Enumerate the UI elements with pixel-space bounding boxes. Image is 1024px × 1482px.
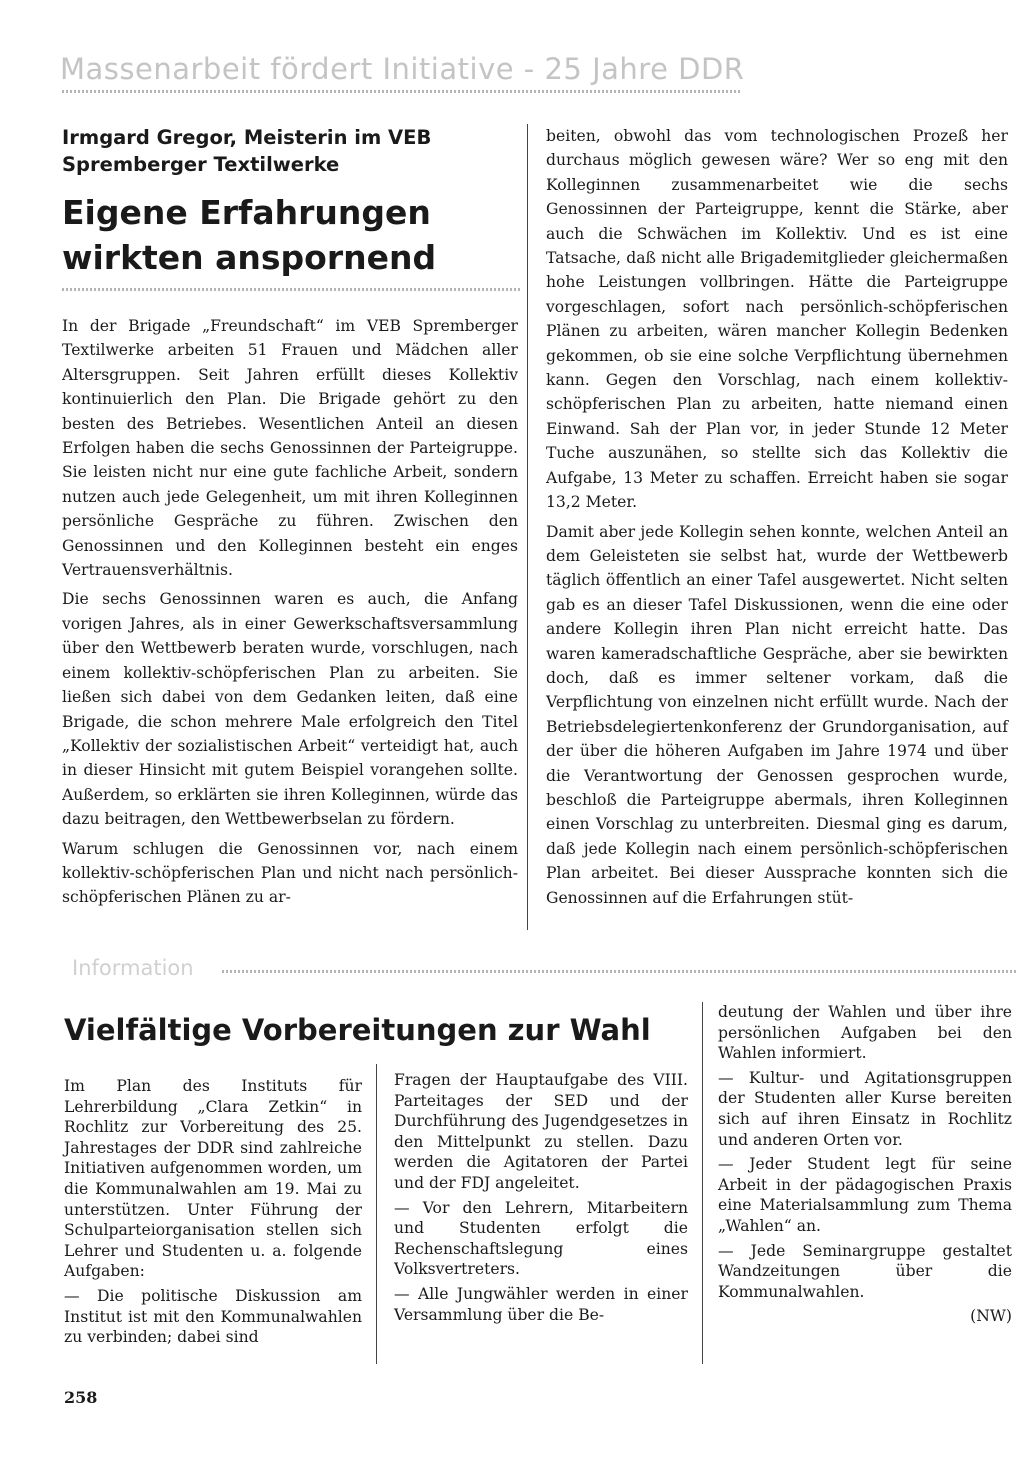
paragraph: — Jede Seminargruppe gestaltet Wandzeitungen über die Kommunalwahlen.	[718, 1241, 1012, 1301]
article2-column-1	[64, 1076, 362, 1352]
article2-column-2	[394, 1070, 688, 1329]
paragraph: — Vor den Lehrern, Mitarbeitern und Studenten erfolgt die Rechenschaftslegung eines Volksvertreters.	[394, 1198, 688, 1279]
article2-column-3	[718, 1002, 1012, 1331]
paragraph: deutung der Wahlen und über ihre persönlichen Aufgaben bei den Wahlen informiert.	[718, 1003, 1012, 1063]
author-signature: (NW)	[970, 1307, 1012, 1326]
paragraph: — Jeder Student legt für seine Arbeit in der pädagogischen Praxis eine Materialsammlung zum Thema „Wahlen“ an.	[718, 1155, 1012, 1235]
header-rule	[62, 90, 742, 93]
article-column-1	[62, 314, 518, 915]
column-divider	[376, 1064, 377, 1364]
article-headline: Eigene Erfahrungen wirkten anspornend	[62, 193, 437, 277]
paragraph: beiten, obwohl das vom technologischen Prozeß her durchaus möglich gewesen wäre? Wer so eng mit den Kolleginnen zusammenarbeitet wie die sechs Genossinnen der Parteigruppe, kennt die Stärke, aber auch die Schwächen im Kollektiv. Und es ist eine Tatsache, daß nicht alle Brigademitglieder gleichermaßen hohe Leistungen vollbringen. Hätte die Parteigruppe vorgeschlagen, sofort nach persönlich-schöpferischen Plänen zu arbeiten, wären mancher Kollegin Bedenken gekommen, ob sie eine solche Verpflichtung übernehmen kann. Gegen den Vorschlag, nach einem kollektiv-schöpferischen Plan zu arbeiten, hatte niemand einen Einwand. Sah der Plan vor, in jeder Stunde 12 Meter Tuche auszunähen, so stellte sich das Kollektiv die Aufgabe, 13 Meter zu schaffen. Erreicht haben sie sogar 13,2 Meter.	[546, 127, 1008, 512]
page-header-title: Massenarbeit fördert Initiative - 25 Jahre DDR	[60, 52, 745, 86]
section-rule	[222, 970, 1018, 973]
paragraph: In der Brigade „Freundschaft“ im VEB Spremberger Textilwerke arbeiten 51 Frauen und Mädchen aller Altersgruppen. Seit Jahren erfüllt dieses Kollektiv kontinuierlich den Plan. Die Brigade gehört zu den besten des Betriebes. Wesentlichen Anteil an diesen Erfolgen haben die sechs Genossinnen der Parteigruppe. Sie leisten nicht nur eine gute fachliche Arbeit, sondern nutzen auch jede Gelegenheit, um mit ihren Kolleginnen persönliche Gespräche zu führen. Zwischen den Genossinnen und den Kolleginnen besteht ein enges Vertrauensverhältnis.	[62, 317, 518, 580]
paragraph: Warum schlugen die Genossinnen vor, nach einem kollektiv-schöpferischen Plan und nicht nach persönlich-schöpferischen Plänen zu ar-	[62, 839, 518, 907]
page-number: 258	[64, 1388, 98, 1407]
paragraph: — Alle Jungwähler werden in einer Versammlung über die Be-	[394, 1284, 688, 1324]
article-column-2	[546, 124, 1008, 915]
article-byline: Irmgard Gregor, Meisterin im VEB Spremberger Textilwerke	[62, 126, 432, 176]
paragraph: Die sechs Genossinnen waren es auch, die Anfang vorigen Jahres, als in einer Gewerkschaftsversammlung über den Wettbewerb beraten wurde, vorschlugen, nach einem kollektiv-schöpferischen Plan zu arbeiten. Sie ließen sich dabei von dem Gedanken leiten, daß eine Brigade, die schon mehrere Male erfolgreich den Titel „Kollektiv der sozialistischen Arbeit“ verteidigt hat, auch in dieser Hinsicht mit gutem Beispiel vorangehen sollte. Außerdem, so erklärten sie ihren Kolleginnen, würde das dazu beitragen, den Wettbewerbselan zu fördern.	[62, 590, 518, 829]
paragraph: Damit aber jede Kollegin sehen konnte, welchen Anteil an dem Geleisteten sie selbst hat, wurde der Wettbewerb täglich öffentlich an einer Tafel ausgewertet. Nicht selten gab es an dieser Tafel Diskussionen, wenn die eine oder andere Kollegin ihren Plan nicht erreicht hatte. Das waren kameradschaftliche Gespräche, aber sie bewirkten doch, daß es immer seltener vorkam, daß die Verpflichtung von einzelnen nicht erfüllt wurde. Nach der Betriebsdelegiertenkonferenz der Grundorganisation, auf der über die höheren Aufgaben im Jahre 1974 und über die Verantwortung der Genossen gesprochen wurde, beschloß die Parteigruppe abermals, ihren Kolleginnen einen Vorschlag zu unterbreiten. Diesmal ging es darum, daß jede Kollegin nach einem persönlich-schöpferischen Plan arbeitet. Bei dieser Aussprache konnten sich die Genossinnen auf die Erfahrungen stüt-	[546, 522, 1008, 907]
paragraph: — Kultur- und Agitationsgruppen der Studenten aller Kurse bereiten sich auf ihren Einsatz in Rochlitz und anderen Orten vor.	[718, 1068, 1012, 1149]
section-label-information: Information	[72, 956, 194, 980]
article-headline-2: Vielfältige Vorbereitungen zur Wahl	[64, 1013, 651, 1047]
column-divider	[702, 1002, 703, 1364]
paragraph: — Die politische Diskussion am Institut ist mit den Kommunalwahlen zu verbinden; dabei sind	[64, 1286, 362, 1347]
column-divider	[527, 124, 528, 930]
headline-rule	[62, 288, 522, 291]
paragraph: Fragen der Hauptaufgabe des VIII. Parteitages der SED und der Durchführung des Jugendgesetzes in den Mittelpunkt zu stellen. Dazu werden die Agitatoren der Partei und der FDJ angeleitet.	[394, 1071, 688, 1192]
paragraph: Im Plan des Instituts für Lehrerbildung „Clara Zetkin“ in Rochlitz zur Vorbereitung des 25. Jahrestages der DDR sind zahlreiche Initiativen aufgenommen worden, um die Kommunalwahlen am 19. Mai zu unterstützen. Unter Führung der Schulparteiorganisation stellen sich Lehrer und Studenten u. a. folgende Aufgaben:	[64, 1077, 362, 1281]
